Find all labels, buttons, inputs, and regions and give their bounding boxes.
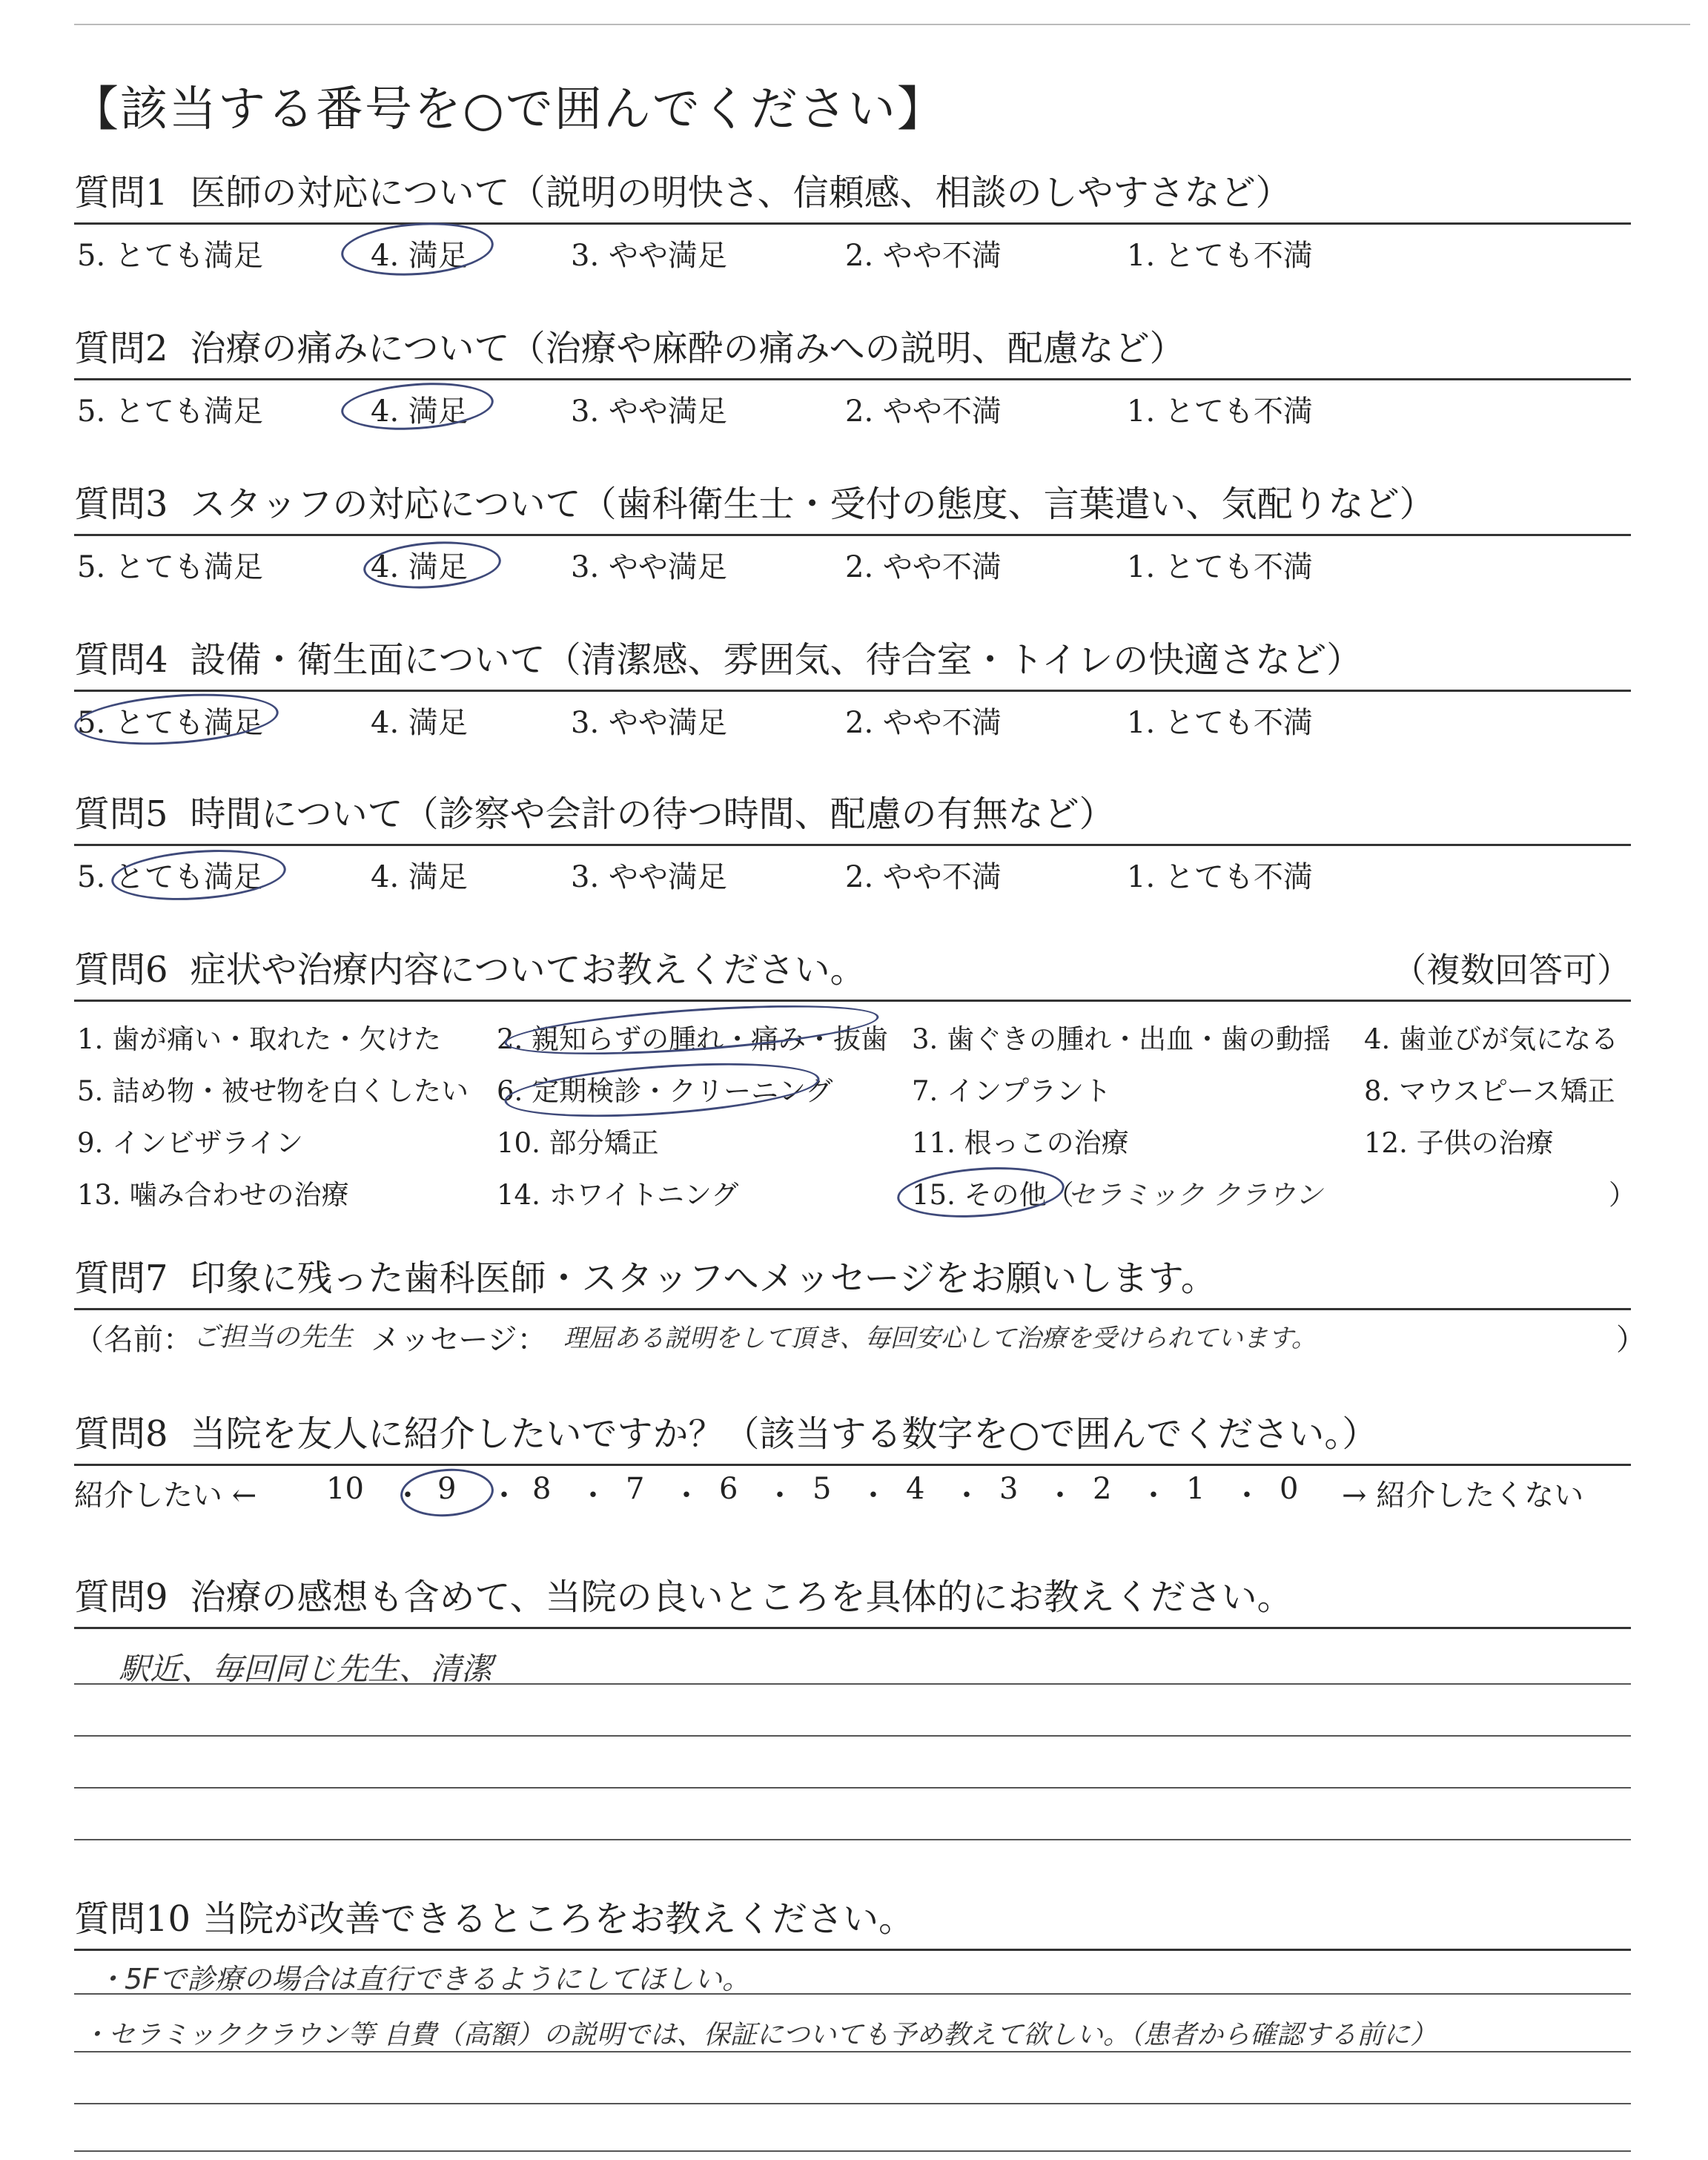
option-3[interactable]: 3. やや満足 [571, 860, 727, 894]
question-3 [74, 479, 1631, 584]
question-number: 質問5 [74, 793, 168, 835]
option-5[interactable]: 5. とても満足 [77, 550, 263, 584]
question-text: 症状や治療内容についてお教えください。 [190, 949, 866, 991]
option-15[interactable]: 15. その他（ [912, 1179, 1074, 1211]
options-row [74, 536, 1631, 584]
option-11[interactable]: 11. 根っこの治療 [912, 1127, 1129, 1159]
improvement-answer-2[interactable]: ・セラミッククラウン等 自費（高額）の説明では、保証についても予め教えて欲しい。（患者から確認する前に） [82, 2020, 1437, 2050]
writing-line [74, 2051, 1631, 2052]
question-4 [74, 635, 1631, 739]
question-text: 印象に残った歯科医師・スタッフへメッセージをお願いします。 [190, 1258, 1217, 1299]
question-9 [74, 1572, 1631, 1629]
question-text: 当院が改善できるところをお教えください。 [202, 1898, 915, 1940]
scale-dot: ・ [393, 1479, 423, 1513]
option-1[interactable]: 1. とても不満 [1127, 706, 1313, 740]
writing-line [74, 1839, 1631, 1840]
scale-9[interactable]: 9 [437, 1472, 457, 1506]
option-3[interactable]: 3. やや満足 [571, 394, 727, 429]
option-10[interactable]: 10. 部分矯正 [497, 1127, 659, 1159]
option-4[interactable]: 4. 歯並びが気になる [1364, 1023, 1619, 1055]
good-points-answer[interactable]: 駅近、毎回同じ先生、清潔 [119, 1651, 493, 1687]
question-number: 質問1 [74, 172, 168, 214]
option-13[interactable]: 13. 噛み合わせの治療 [77, 1179, 349, 1211]
option-2[interactable]: 2. 親知らずの腫れ・痛み・抜歯 [497, 1023, 889, 1055]
message-value[interactable]: 理屈ある説明をして頂き、毎回安心して治療を受けられています。 [563, 1324, 1317, 1353]
options-grid [74, 1002, 1636, 1217]
scale-1[interactable]: 1 [1186, 1472, 1205, 1506]
scale-dot: ・ [672, 1479, 701, 1513]
question-2 [74, 323, 1631, 428]
scale-dot: ・ [1045, 1479, 1075, 1513]
question-8 [74, 1409, 1631, 1518]
scale-4[interactable]: 4 [906, 1472, 925, 1506]
scale-8[interactable]: 8 [532, 1472, 552, 1506]
question-text: 医師の対応について（説明の明快さ、信頼感、相談のしやすさなど） [190, 172, 1291, 214]
scale-3[interactable]: 3 [999, 1472, 1019, 1506]
writing-line [74, 2150, 1631, 2152]
divider [74, 1627, 1631, 1629]
option-1[interactable]: 1. とても不満 [1127, 394, 1313, 429]
option-9[interactable]: 9. インビザライン [77, 1127, 303, 1159]
option-5[interactable]: 5. 詰め物・被せ物を白くしたい [77, 1075, 469, 1107]
question-7 [74, 1253, 1646, 1362]
scale-5[interactable]: 5 [812, 1472, 832, 1506]
message-close-paren: ） [1616, 1323, 1646, 1357]
scale-left-label: 紹介したい ← [74, 1479, 257, 1513]
option-6[interactable]: 6. 定期検診・クリーニング [497, 1075, 833, 1107]
option-2[interactable]: 2. やや不満 [845, 394, 1002, 429]
question-text: 時間について（診察や会計の待つ時間、配慮の有無など） [190, 793, 1115, 835]
divider [74, 1949, 1631, 1951]
question-number: 質問8 [74, 1413, 168, 1455]
multi-answer-note: （複数回答可） [1392, 950, 1631, 990]
options-row [74, 380, 1631, 428]
question-text: スタッフの対応について（歯科衛生士・受付の態度、言葉遣い、気配りなど） [190, 483, 1435, 525]
option-8[interactable]: 8. マウスピース矯正 [1364, 1075, 1615, 1107]
option-4[interactable]: 4. 満足 [371, 239, 468, 273]
question-text: 当院を友人に紹介したいですか？（該当する数字を○で囲んでください。） [190, 1413, 1378, 1455]
option-4[interactable]: 4. 満足 [371, 706, 468, 740]
scale-10[interactable]: 10 [326, 1472, 364, 1506]
question-number: 質問9 [74, 1576, 168, 1618]
scale-7[interactable]: 7 [626, 1472, 645, 1506]
writing-line [74, 1683, 1631, 1685]
option-1[interactable]: 1. 歯が痛い・取れた・欠けた [77, 1023, 442, 1055]
option-5[interactable]: 5. とても満足 [77, 860, 263, 894]
scale-2[interactable]: 2 [1093, 1472, 1112, 1506]
options-row [74, 225, 1631, 272]
scale-dot: ・ [765, 1479, 795, 1513]
question-text: 治療の痛みについて（治療や麻酔の痛みへの説明、配慮など） [190, 328, 1185, 369]
option-3[interactable]: 3. やや満足 [571, 706, 727, 740]
option-1[interactable]: 1. とても不満 [1127, 239, 1313, 273]
question-text: 治療の感想も含めて、当院の良いところを具体的にお教えください。 [190, 1576, 1293, 1618]
writing-line [74, 1993, 1631, 1995]
question-number: 質問4 [74, 639, 168, 681]
answer-circle [503, 1054, 821, 1126]
scale-dot: ・ [1139, 1479, 1168, 1513]
option-3[interactable]: 3. やや満足 [571, 239, 727, 273]
question-number: 質問7 [74, 1258, 168, 1299]
option-4[interactable]: 4. 満足 [371, 550, 468, 584]
question-text: 設備・衛生面について（清潔感、雰囲気、待合室・トイレの快適さなど） [190, 639, 1363, 681]
recommend-scale [74, 1466, 1631, 1518]
improvement-answer-1[interactable]: ・5Fで診療の場合は直行できるようにしてほしい。 [96, 1963, 751, 1995]
question-number: 質問3 [74, 483, 168, 525]
option-5[interactable]: 5. とても満足 [77, 706, 263, 740]
scale-dot: ・ [1232, 1479, 1262, 1513]
options-row [74, 846, 1631, 894]
option-7[interactable]: 7. インプラント [912, 1075, 1112, 1107]
option-5[interactable]: 5. とても満足 [77, 239, 263, 273]
name-value[interactable]: ご担当の先生 [193, 1322, 354, 1353]
top-border [74, 24, 1690, 25]
option-14[interactable]: 14. ホワイトニング [497, 1179, 739, 1211]
other-answer[interactable]: セラミック クラウン [1068, 1179, 1323, 1211]
option-4[interactable]: 4. 満足 [371, 394, 468, 429]
question-1 [74, 168, 1631, 272]
options-row [74, 692, 1631, 739]
scale-0[interactable]: 0 [1280, 1472, 1299, 1506]
option-1[interactable]: 1. とても不満 [1127, 860, 1313, 894]
option-5[interactable]: 5. とても満足 [77, 394, 263, 429]
option-4[interactable]: 4. 満足 [371, 860, 468, 894]
message-label: メッセージ： [371, 1323, 547, 1357]
scale-dot: ・ [952, 1479, 982, 1513]
scale-dot: ・ [858, 1479, 888, 1513]
option-3[interactable]: 3. やや満足 [571, 550, 727, 584]
question-10 [74, 1894, 1631, 1951]
option-2[interactable]: 2. やや不満 [845, 550, 1002, 584]
option-1[interactable]: 1. とても不満 [1127, 550, 1313, 584]
option-2[interactable]: 2. やや不満 [845, 706, 1002, 740]
scale-6[interactable]: 6 [719, 1472, 738, 1506]
writing-line [74, 1787, 1631, 1789]
name-label: （名前： [74, 1323, 193, 1357]
option-2[interactable]: 2. やや不満 [845, 860, 1002, 894]
answer-circle [896, 1162, 1066, 1223]
option-12[interactable]: 12. 子供の治療 [1364, 1127, 1554, 1159]
option-3[interactable]: 3. 歯ぐきの腫れ・出血・歯の動揺 [912, 1023, 1331, 1055]
writing-line [74, 2103, 1631, 2104]
other-close-paren: ） [1609, 1179, 1636, 1211]
question-number: 質問2 [74, 328, 168, 369]
question-number: 質問6 [74, 949, 168, 991]
question-6 [74, 945, 1636, 1217]
message-row [74, 1310, 1646, 1362]
answer-circle [340, 218, 495, 280]
scale-dot: ・ [489, 1479, 519, 1513]
question-number: 質問10 [74, 1898, 191, 1940]
scale-dot: ・ [578, 1479, 608, 1513]
question-5 [74, 789, 1631, 894]
page-title: 【該当する番号を○で囲んでください】 [71, 82, 946, 137]
writing-line [74, 1735, 1631, 1737]
option-2[interactable]: 2. やや不満 [845, 239, 1002, 273]
scale-right-label: → 紹介したくない [1342, 1479, 1584, 1513]
answer-circle [340, 378, 495, 435]
